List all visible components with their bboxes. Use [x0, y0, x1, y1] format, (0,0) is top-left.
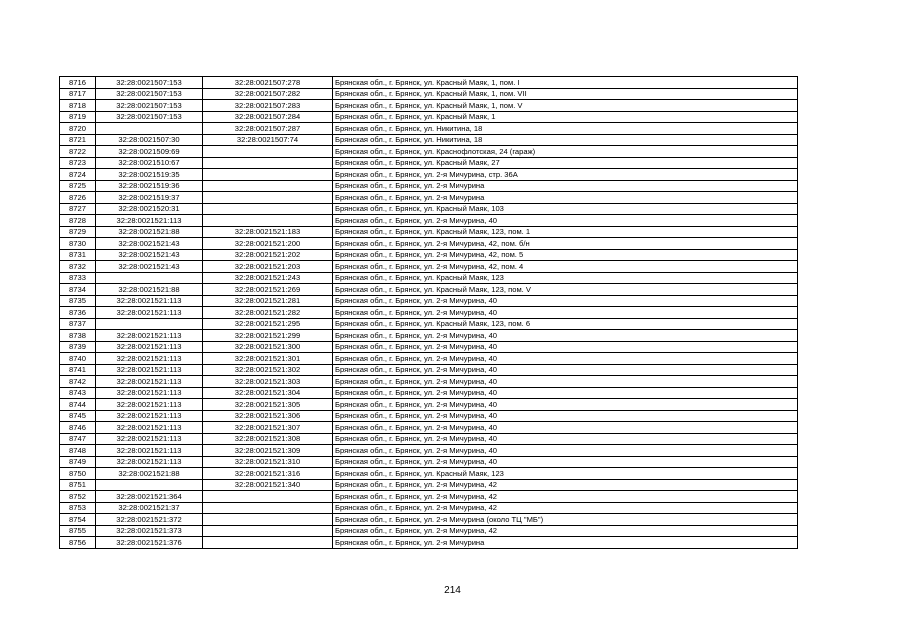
- land-cadastral-number-cell: [96, 272, 203, 284]
- row-number-cell: 8735: [60, 295, 96, 307]
- address-cell: Брянская обл., г. Брянск, ул. 2-я Мичурина: [333, 537, 798, 549]
- address-cell: Брянская обл., г. Брянск, ул. Красный Маяк, 1, пом. VII: [333, 88, 798, 100]
- table-row: [60, 433, 798, 445]
- row-number-cell: 8743: [60, 387, 96, 399]
- object-cadastral-number-cell: 32:28:0021521:301: [203, 353, 333, 365]
- table-row: [60, 364, 798, 376]
- table-row: [60, 445, 798, 457]
- address-cell: Брянская обл., г. Брянск, ул. Красный Маяк, 103: [333, 203, 798, 215]
- object-cadastral-number-cell: 32:28:0021507:282: [203, 88, 333, 100]
- row-number-cell: 8746: [60, 422, 96, 434]
- registry-table: [59, 76, 798, 549]
- land-cadastral-number-cell: 32:28:0021521:373: [96, 525, 203, 537]
- row-number-cell: 8749: [60, 456, 96, 468]
- row-number-cell: 8755: [60, 525, 96, 537]
- object-cadastral-number-cell: 32:28:0021521:203: [203, 261, 333, 273]
- row-number-cell: 8752: [60, 491, 96, 503]
- land-cadastral-number-cell: 32:28:0021510:67: [96, 157, 203, 169]
- row-number-cell: 8722: [60, 146, 96, 158]
- object-cadastral-number-cell: 32:28:0021521:316: [203, 468, 333, 480]
- table-row: [60, 146, 798, 158]
- address-cell: Брянская обл., г. Брянск, ул. 2-я Мичурина (около ТЦ "МБ"): [333, 514, 798, 526]
- object-cadastral-number-cell: [203, 537, 333, 549]
- address-cell: Брянская обл., г. Брянск, ул. 2-я Мичурина, 40: [333, 353, 798, 365]
- address-cell: Брянская обл., г. Брянск, ул. 2-я Мичурина, 40: [333, 295, 798, 307]
- address-cell: Брянская обл., г. Брянск, ул. Красный Маяк, 1: [333, 111, 798, 123]
- address-cell: Брянская обл., г. Брянск, ул. 2-я Мичурина, 42: [333, 491, 798, 503]
- table-row: [60, 456, 798, 468]
- address-cell: Брянская обл., г. Брянск, ул. 2-я Мичурина, 40: [333, 364, 798, 376]
- object-cadastral-number-cell: 32:28:0021521:295: [203, 318, 333, 330]
- object-cadastral-number-cell: 32:28:0021521:183: [203, 226, 333, 238]
- row-number-cell: 8729: [60, 226, 96, 238]
- page-number: 214: [444, 585, 461, 596]
- table-row: [60, 134, 798, 146]
- land-cadastral-number-cell: 32:28:0021521:113: [96, 456, 203, 468]
- address-cell: Брянская обл., г. Брянск, ул. Красный Маяк, 123: [333, 272, 798, 284]
- land-cadastral-number-cell: 32:28:0021521:43: [96, 238, 203, 250]
- object-cadastral-number-cell: [203, 514, 333, 526]
- land-cadastral-number-cell: 32:28:0021521:43: [96, 249, 203, 261]
- object-cadastral-number-cell: [203, 157, 333, 169]
- table-row: [60, 203, 798, 215]
- table-row: [60, 123, 798, 135]
- object-cadastral-number-cell: 32:28:0021521:202: [203, 249, 333, 261]
- address-cell: Брянская обл., г. Брянск, ул. Красный Маяк, 1, пом. V: [333, 100, 798, 112]
- object-cadastral-number-cell: 32:28:0021507:284: [203, 111, 333, 123]
- table-row: [60, 77, 798, 89]
- land-cadastral-number-cell: 32:28:0021521:113: [96, 387, 203, 399]
- row-number-cell: 8733: [60, 272, 96, 284]
- registry-table-body: [60, 77, 798, 549]
- land-cadastral-number-cell: 32:28:0021521:113: [96, 295, 203, 307]
- land-cadastral-number-cell: 32:28:0021507:30: [96, 134, 203, 146]
- land-cadastral-number-cell: 32:28:0021507:153: [96, 100, 203, 112]
- row-number-cell: 8751: [60, 479, 96, 491]
- table-row: [60, 318, 798, 330]
- row-number-cell: 8718: [60, 100, 96, 112]
- row-number-cell: 8748: [60, 445, 96, 457]
- address-cell: Брянская обл., г. Брянск, ул. 2-я Мичурина, 42, пом. 4: [333, 261, 798, 273]
- row-number-cell: 8739: [60, 341, 96, 353]
- table-row: [60, 353, 798, 365]
- address-cell: Брянская обл., г. Брянск, ул. 2-я Мичурина, 40: [333, 307, 798, 319]
- table-row: [60, 422, 798, 434]
- table-row: [60, 261, 798, 273]
- address-cell: Брянская обл., г. Брянск, ул. 2-я Мичурина, стр. 36А: [333, 169, 798, 181]
- address-cell: Брянская обл., г. Брянск, ул. 2-я Мичурина, 42: [333, 525, 798, 537]
- row-number-cell: 8737: [60, 318, 96, 330]
- object-cadastral-number-cell: 32:28:0021521:300: [203, 341, 333, 353]
- table-row: [60, 399, 798, 411]
- address-cell: Брянская обл., г. Брянск, ул. Красный Маяк, 123, пом. 1: [333, 226, 798, 238]
- row-number-cell: 8731: [60, 249, 96, 261]
- address-cell: Брянская обл., г. Брянск, ул. 2-я Мичурина, 40: [333, 399, 798, 411]
- table-row: [60, 284, 798, 296]
- table-row: [60, 169, 798, 181]
- row-number-cell: 8720: [60, 123, 96, 135]
- row-number-cell: 8756: [60, 537, 96, 549]
- table-row: [60, 295, 798, 307]
- address-cell: Брянская обл., г. Брянск, ул. Красный Маяк, 1, пом. I: [333, 77, 798, 89]
- address-cell: Брянская обл., г. Брянск, ул. Красный Маяк, 123, пом. 6: [333, 318, 798, 330]
- address-cell: Брянская обл., г. Брянск, ул. 2-я Мичурина: [333, 192, 798, 204]
- land-cadastral-number-cell: 32:28:0021519:37: [96, 192, 203, 204]
- land-cadastral-number-cell: 32:28:0021521:113: [96, 422, 203, 434]
- table-row: [60, 249, 798, 261]
- row-number-cell: 8750: [60, 468, 96, 480]
- address-cell: Брянская обл., г. Брянск, ул. Красный Маяк, 27: [333, 157, 798, 169]
- row-number-cell: 8753: [60, 502, 96, 514]
- table-row: [60, 192, 798, 204]
- land-cadastral-number-cell: 32:28:0021521:113: [96, 376, 203, 388]
- land-cadastral-number-cell: [96, 123, 203, 135]
- row-number-cell: 8740: [60, 353, 96, 365]
- address-cell: Брянская обл., г. Брянск, ул. 2-я Мичурина, 40: [333, 422, 798, 434]
- object-cadastral-number-cell: 32:28:0021507:283: [203, 100, 333, 112]
- row-number-cell: 8742: [60, 376, 96, 388]
- address-cell: Брянская обл., г. Брянск, ул. 2-я Мичурина, 40: [333, 215, 798, 227]
- row-number-cell: 8725: [60, 180, 96, 192]
- land-cadastral-number-cell: 32:28:0021521:113: [96, 353, 203, 365]
- row-number-cell: 8726: [60, 192, 96, 204]
- object-cadastral-number-cell: 32:28:0021521:243: [203, 272, 333, 284]
- table-row: [60, 88, 798, 100]
- object-cadastral-number-cell: [203, 525, 333, 537]
- object-cadastral-number-cell: 32:28:0021521:308: [203, 433, 333, 445]
- address-cell: Брянская обл., г. Брянск, ул. 2-я Мичурина, 40: [333, 456, 798, 468]
- table-row: [60, 341, 798, 353]
- object-cadastral-number-cell: 32:28:0021521:310: [203, 456, 333, 468]
- row-number-cell: 8734: [60, 284, 96, 296]
- object-cadastral-number-cell: 32:28:0021521:304: [203, 387, 333, 399]
- object-cadastral-number-cell: [203, 192, 333, 204]
- object-cadastral-number-cell: [203, 169, 333, 181]
- land-cadastral-number-cell: 32:28:0021521:364: [96, 491, 203, 503]
- table-row: [60, 272, 798, 284]
- table-row: [60, 468, 798, 480]
- object-cadastral-number-cell: 32:28:0021521:340: [203, 479, 333, 491]
- land-cadastral-number-cell: 32:28:0021509:69: [96, 146, 203, 158]
- address-cell: Брянская обл., г. Брянск, ул. 2-я Мичурина, 40: [333, 433, 798, 445]
- address-cell: Брянская обл., г. Брянск, ул. 2-я Мичурина, 40: [333, 387, 798, 399]
- land-cadastral-number-cell: 32:28:0021520:31: [96, 203, 203, 215]
- address-cell: Брянская обл., г. Брянск, ул. 2-я Мичурина, 40: [333, 330, 798, 342]
- land-cadastral-number-cell: 32:28:0021521:113: [96, 433, 203, 445]
- address-cell: Брянская обл., г. Брянск, ул. 2-я Мичурина, 40: [333, 341, 798, 353]
- land-cadastral-number-cell: 32:28:0021519:35: [96, 169, 203, 181]
- row-number-cell: 8745: [60, 410, 96, 422]
- object-cadastral-number-cell: 32:28:0021521:307: [203, 422, 333, 434]
- row-number-cell: 8728: [60, 215, 96, 227]
- address-cell: Брянская обл., г. Брянск, ул. 2-я Мичурина, 40: [333, 445, 798, 457]
- object-cadastral-number-cell: 32:28:0021507:278: [203, 77, 333, 89]
- land-cadastral-number-cell: 32:28:0021521:113: [96, 215, 203, 227]
- land-cadastral-number-cell: 32:28:0021521:88: [96, 284, 203, 296]
- row-number-cell: 8730: [60, 238, 96, 250]
- table-row: [60, 307, 798, 319]
- land-cadastral-number-cell: 32:28:0021507:153: [96, 88, 203, 100]
- row-number-cell: 8721: [60, 134, 96, 146]
- object-cadastral-number-cell: 32:28:0021521:282: [203, 307, 333, 319]
- row-number-cell: 8716: [60, 77, 96, 89]
- land-cadastral-number-cell: 32:28:0021521:113: [96, 307, 203, 319]
- land-cadastral-number-cell: 32:28:0021507:153: [96, 77, 203, 89]
- object-cadastral-number-cell: [203, 502, 333, 514]
- land-cadastral-number-cell: 32:28:0021521:376: [96, 537, 203, 549]
- object-cadastral-number-cell: 32:28:0021521:309: [203, 445, 333, 457]
- address-cell: Брянская обл., г. Брянск, ул. 2-я Мичурина, 42: [333, 502, 798, 514]
- land-cadastral-number-cell: 32:28:0021521:113: [96, 341, 203, 353]
- object-cadastral-number-cell: 32:28:0021521:306: [203, 410, 333, 422]
- row-number-cell: 8727: [60, 203, 96, 215]
- object-cadastral-number-cell: [203, 180, 333, 192]
- row-number-cell: 8738: [60, 330, 96, 342]
- address-cell: Брянская обл., г. Брянск, ул. 2-я Мичурина, 42: [333, 479, 798, 491]
- object-cadastral-number-cell: 32:28:0021507:287: [203, 123, 333, 135]
- table-row: [60, 537, 798, 549]
- land-cadastral-number-cell: 32:28:0021521:113: [96, 410, 203, 422]
- table-row: [60, 514, 798, 526]
- table-row: [60, 330, 798, 342]
- table-row: [60, 491, 798, 503]
- table-row: [60, 376, 798, 388]
- table-row: [60, 525, 798, 537]
- object-cadastral-number-cell: [203, 491, 333, 503]
- address-cell: Брянская обл., г. Брянск, ул. Никитина, 18: [333, 123, 798, 135]
- row-number-cell: 8732: [60, 261, 96, 273]
- address-cell: Брянская обл., г. Брянск, ул. 2-я Мичурина: [333, 180, 798, 192]
- object-cadastral-number-cell: 32:28:0021521:303: [203, 376, 333, 388]
- row-number-cell: 8736: [60, 307, 96, 319]
- table-row: [60, 226, 798, 238]
- land-cadastral-number-cell: 32:28:0021521:113: [96, 364, 203, 376]
- address-cell: Брянская обл., г. Брянск, ул. 2-я Мичурина, 42, пом. 5: [333, 249, 798, 261]
- object-cadastral-number-cell: 32:28:0021521:299: [203, 330, 333, 342]
- land-cadastral-number-cell: 32:28:0021521:113: [96, 399, 203, 411]
- table-row: [60, 410, 798, 422]
- land-cadastral-number-cell: 32:28:0021521:372: [96, 514, 203, 526]
- address-cell: Брянская обл., г. Брянск, ул. 2-я Мичурина, 42, пом. б/н: [333, 238, 798, 250]
- row-number-cell: 8741: [60, 364, 96, 376]
- row-number-cell: 8747: [60, 433, 96, 445]
- row-number-cell: 8754: [60, 514, 96, 526]
- object-cadastral-number-cell: 32:28:0021521:200: [203, 238, 333, 250]
- land-cadastral-number-cell: 32:28:0021521:37: [96, 502, 203, 514]
- address-cell: Брянская обл., г. Брянск, ул. Никитина, 18: [333, 134, 798, 146]
- object-cadastral-number-cell: 32:28:0021521:302: [203, 364, 333, 376]
- object-cadastral-number-cell: 32:28:0021521:281: [203, 295, 333, 307]
- land-cadastral-number-cell: [96, 479, 203, 491]
- table-row: [60, 180, 798, 192]
- address-cell: Брянская обл., г. Брянск, ул. Красный Маяк, 123: [333, 468, 798, 480]
- row-number-cell: 8719: [60, 111, 96, 123]
- land-cadastral-number-cell: 32:28:0021521:88: [96, 226, 203, 238]
- address-cell: Брянская обл., г. Брянск, ул. 2-я Мичурина, 40: [333, 376, 798, 388]
- table-row: [60, 215, 798, 227]
- land-cadastral-number-cell: [96, 318, 203, 330]
- object-cadastral-number-cell: [203, 146, 333, 158]
- row-number-cell: 8744: [60, 399, 96, 411]
- object-cadastral-number-cell: 32:28:0021521:305: [203, 399, 333, 411]
- object-cadastral-number-cell: [203, 203, 333, 215]
- table-row: [60, 238, 798, 250]
- land-cadastral-number-cell: 32:28:0021521:43: [96, 261, 203, 273]
- row-number-cell: 8723: [60, 157, 96, 169]
- table-row: [60, 387, 798, 399]
- land-cadastral-number-cell: 32:28:0021519:36: [96, 180, 203, 192]
- table-row: [60, 100, 798, 112]
- table-row: [60, 502, 798, 514]
- row-number-cell: 8724: [60, 169, 96, 181]
- table-row: [60, 157, 798, 169]
- row-number-cell: 8717: [60, 88, 96, 100]
- object-cadastral-number-cell: 32:28:0021507:74: [203, 134, 333, 146]
- address-cell: Брянская обл., г. Брянск, ул. Красный Маяк, 123, пом. V: [333, 284, 798, 296]
- table-row: [60, 479, 798, 491]
- object-cadastral-number-cell: [203, 215, 333, 227]
- address-cell: Брянская обл., г. Брянск, ул. 2-я Мичурина, 40: [333, 410, 798, 422]
- object-cadastral-number-cell: 32:28:0021521:269: [203, 284, 333, 296]
- address-cell: Брянская обл., г. Брянск, ул. Краснофлотская, 24 (гараж): [333, 146, 798, 158]
- land-cadastral-number-cell: 32:28:0021521:88: [96, 468, 203, 480]
- land-cadastral-number-cell: 32:28:0021521:113: [96, 330, 203, 342]
- land-cadastral-number-cell: 32:28:0021507:153: [96, 111, 203, 123]
- land-cadastral-number-cell: 32:28:0021521:113: [96, 445, 203, 457]
- table-row: [60, 111, 798, 123]
